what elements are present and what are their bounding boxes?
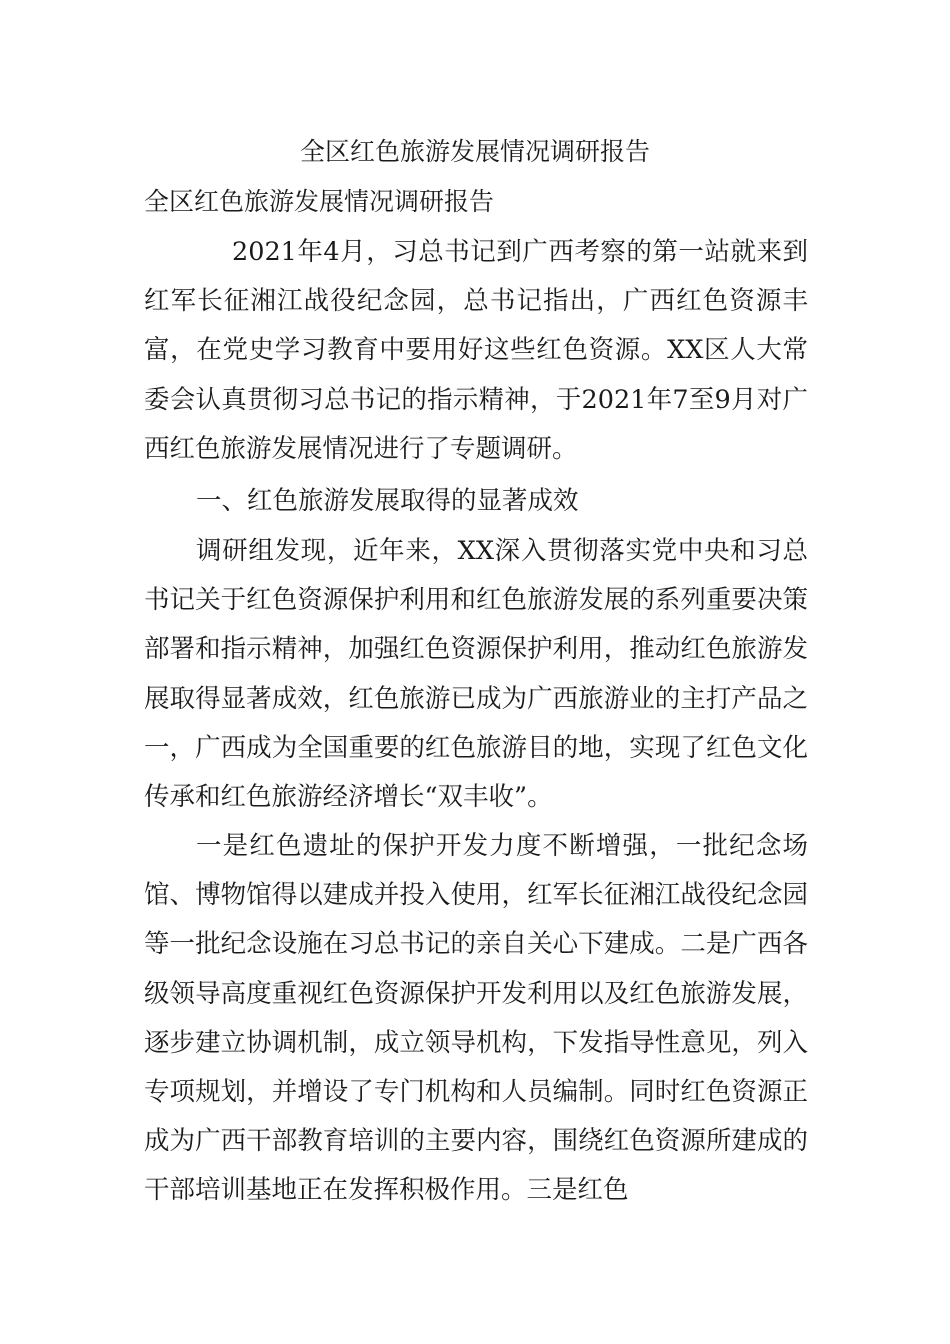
document-subtitle: 全区红色旅游发展情况调研报告 xyxy=(144,187,495,216)
document-title: 全区红色旅游发展情况调研报告 xyxy=(299,137,650,166)
paragraph-findings: 调研组发现，近年来，XX深入贯彻落实党中央和习总书记关于红色资源保护利用和红色旅游发展的系列重要决策部署和指示精神，加强红色资源保护利用，推动红色旅游发展取得显著成效，红色旅游已成为广西旅游业的主打产品之一，广西成为全国重要的红色旅游目的地，实现了红色文化传承和红色旅游经济增长“双丰收”。 xyxy=(144,536,808,813)
paragraph-intro: 2021年4月，习总书记到广西考察的第一站就来到红军长征湘江战役纪念园，总书记指出，广西红色资源丰富，在党史学习教育中要用好这些红色资源。XX区人大常委会认真贯彻习总书记的指示精神，于2021年7至9月对广西红色旅游发展情况进行了专题调研。 xyxy=(144,237,808,464)
section-heading: 一、红色旅游发展取得的显著成效 xyxy=(196,486,579,516)
paragraph-details: 一是红色遗址的保护开发力度不断增强，一批纪念场馆、博物馆得以建成并投入使用，红军长征湘江战役纪念园等一批纪念设施在习总书记的亲自关心下建成。二是广西各级领导高度重视红色资源保护开发利用以及红色旅游发展，逐步建立协调机制，成立领导机构，下发指导性意见，列入专项规划，并增设了专门机构和人员编制。同时红色资源正成为广西干部教育培训的主要内容，围绕红色资源所建成的干部培训基地正在发挥积极作用。三是红色 xyxy=(144,831,808,1206)
